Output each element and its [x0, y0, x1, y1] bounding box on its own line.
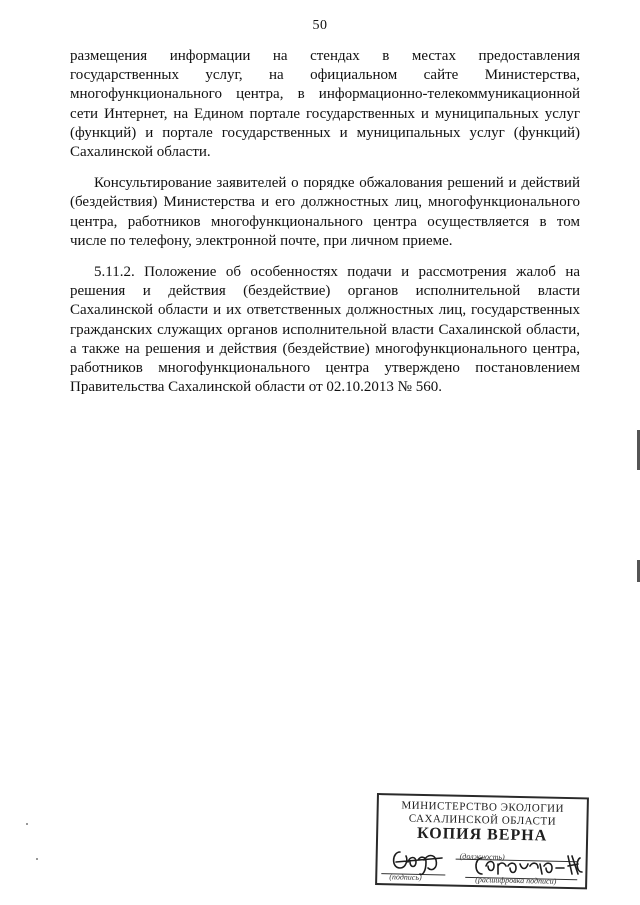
- paragraph-1: размещения информации на стендах в местах предоставления государственных услуг, на официальном сайте Министерства, многофункционального центра, в информационно-телекоммуникационной сети Интернет, на Едином портале государственных и муниципальных услуг (функций) и портале государственных и муниципальных услуг (функций) Сахалинской области.: [70, 48, 580, 161]
- document-body: [70, 47, 580, 409]
- paragraph-3: 5.11.2. Положение об особенностях подачи и рассмотрения жалоб на решения и действия (бездействие) органов исполнительной власти Сахалинской области и их ответственных должностных лиц, государственных гражданских служащих органов исполнительной власти Сахалинской области, а также на решения и действия (бездействие) многофункционального центра, работников многофункционального центра утверждено постановлением Правительства Сахалинской области от 02.10.2013 № 560.: [70, 264, 580, 396]
- stamp-region-line: САХАЛИНСКОЙ ОБЛАСТИ: [408, 812, 557, 828]
- stamp-ministry-line: МИНИСТЕРСТВО ЭКОЛОГИИ: [401, 799, 565, 815]
- signature-caption: (подпись): [389, 872, 422, 882]
- scan-speck: [36, 858, 38, 860]
- handwritten-name: [472, 846, 587, 882]
- handwritten-signature: [388, 838, 448, 878]
- position-caption: (должность): [459, 851, 505, 862]
- scan-speck: [26, 823, 28, 825]
- paragraph-2: Консультирование заявителей о порядке обжалования решений и действий (бездействия) Министерства и его должностных лиц, многофункционального центра, работников многофункционального центра осуществляется в том числе по телефону, электронной почте, при личном приеме.: [70, 175, 580, 249]
- stamp-certified-copy: КОПИЯ ВЕРНА: [416, 824, 548, 845]
- page-number: 50: [312, 18, 328, 33]
- name-caption: (расшифровка подписи): [475, 875, 557, 886]
